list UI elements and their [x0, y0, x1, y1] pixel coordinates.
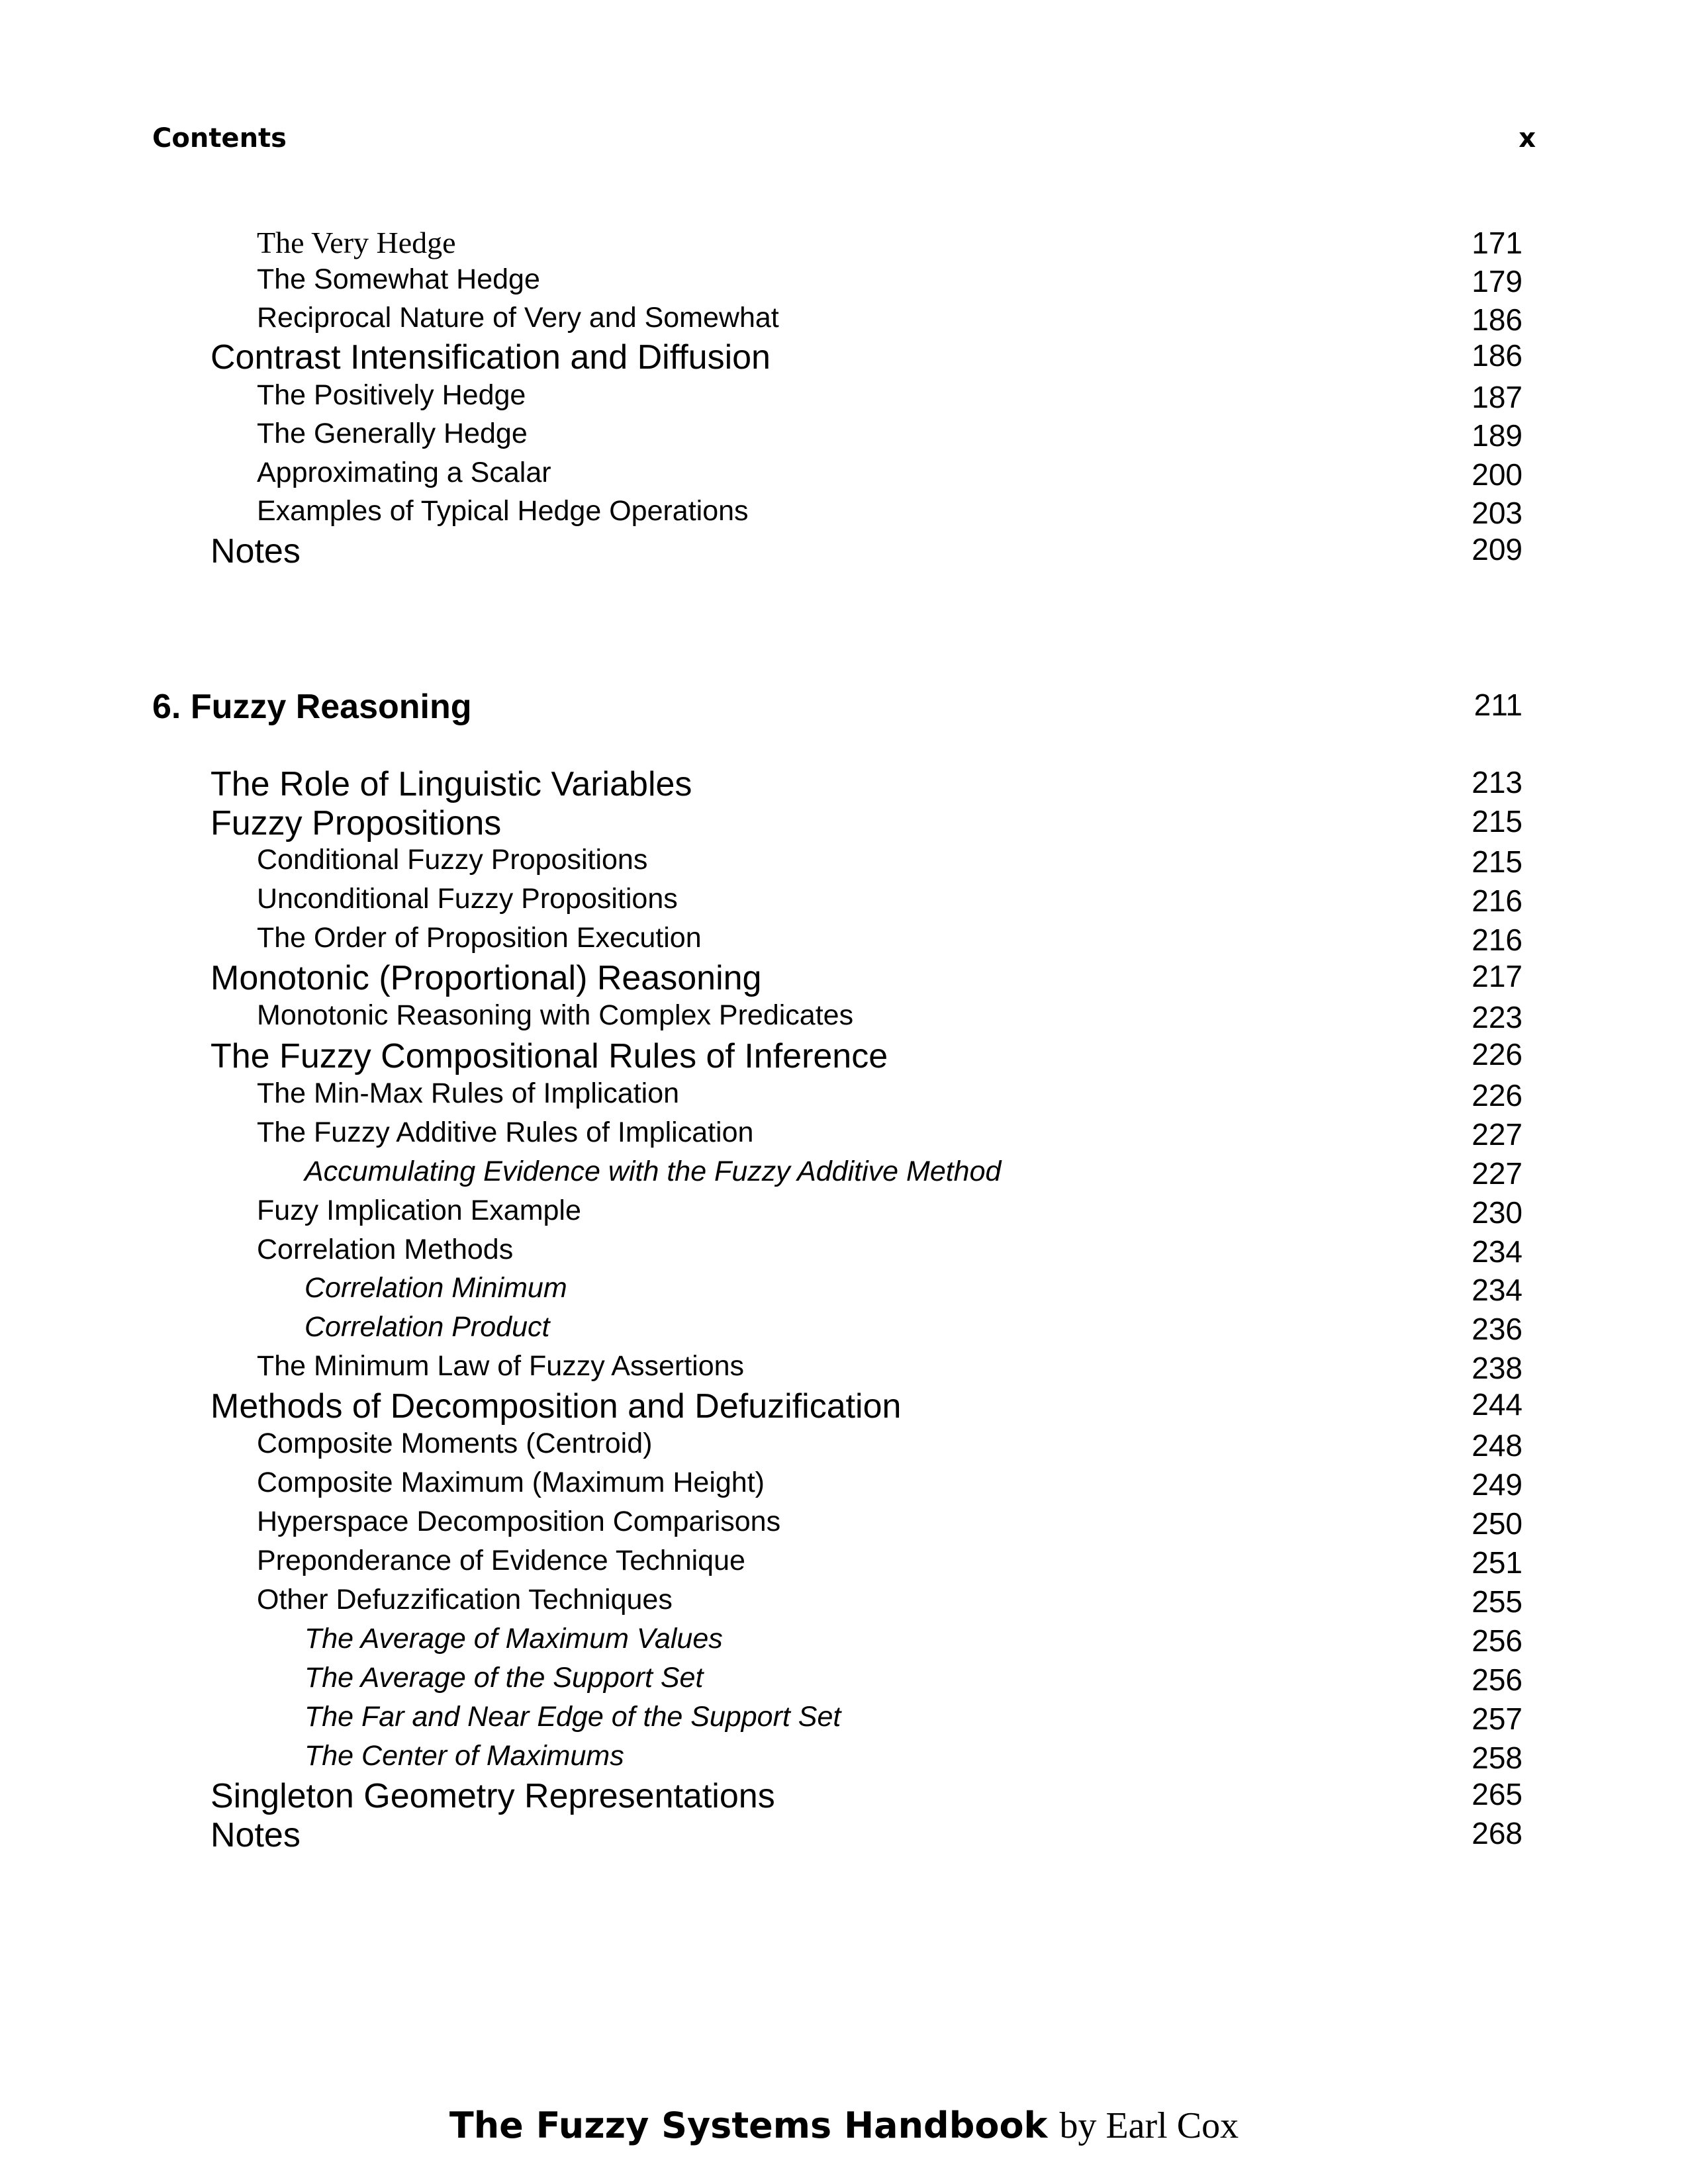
toc-entry[interactable]	[0, 379, 1688, 419]
toc-entry-title: The Min-Max Rules of Implication	[257, 1077, 680, 1109]
toc-entry-page: 216	[1472, 884, 1523, 918]
toc-entry-title: Monotonic Reasoning with Complex Predicates	[257, 999, 854, 1031]
toc-entry-title: Preponderance of Evidence Technique	[257, 1545, 745, 1576]
toc-entry[interactable]	[0, 1701, 1688, 1741]
toc-entry-page: 255	[1472, 1584, 1523, 1619]
toc-entry-page: 186	[1472, 338, 1523, 373]
running-header-title: Contents	[152, 123, 287, 154]
toc-entry-page: 215	[1472, 804, 1523, 839]
toc-entry[interactable]	[0, 1545, 1688, 1584]
book-author: by Earl Cox	[1059, 2105, 1239, 2146]
page-number-roman: x	[1519, 123, 1536, 154]
toc-entry-title: Examples of Typical Hedge Operations	[257, 495, 749, 527]
toc-entry-title: The Far and Near Edge of the Support Set	[305, 1701, 841, 1733]
toc-entry-title: Reciprocal Nature of Very and Somewhat	[257, 302, 779, 334]
toc-entry-page: 227	[1472, 1117, 1523, 1152]
toc-entry-page: 249	[1472, 1467, 1523, 1502]
toc-entry[interactable]	[0, 922, 1688, 962]
toc-entry[interactable]	[0, 1036, 1688, 1076]
toc-entry-page: 213	[1472, 765, 1523, 799]
toc-entry-page: 223	[1472, 1000, 1523, 1034]
toc-entry[interactable]	[0, 1234, 1688, 1273]
toc-entry[interactable]	[0, 1387, 1688, 1426]
toc-entry[interactable]	[0, 1156, 1688, 1195]
toc-entry-title: Methods of Decomposition and Defuzification	[211, 1387, 902, 1426]
toc-entry-page: 268	[1472, 1816, 1523, 1850]
toc-entry-title: Composite Moments (Centroid)	[257, 1428, 653, 1459]
toc-entry-page: 200	[1472, 457, 1523, 492]
toc-entry-title: The Fuzzy Compositional Rules of Inference	[211, 1037, 888, 1075]
toc-entry-page: 203	[1472, 496, 1523, 530]
toc-entry[interactable]	[0, 225, 1688, 265]
toc-entry-page: 238	[1472, 1351, 1523, 1385]
toc-entry-page: 215	[1472, 844, 1523, 879]
toc-entry-page: 256	[1472, 1623, 1523, 1658]
chapter-title: 6. Fuzzy Reasoning	[152, 688, 472, 726]
toc-entry[interactable]	[0, 495, 1688, 535]
toc-entry-page: 234	[1472, 1234, 1523, 1269]
toc-entry-title: Correlation Minimum	[305, 1272, 567, 1304]
toc-entry-page: 227	[1472, 1156, 1523, 1191]
toc-entry-title: Correlation Methods	[257, 1234, 514, 1265]
toc-entry-title: Fuzzy Propositions	[211, 804, 502, 842]
toc-entry-title: The Order of Proposition Execution	[257, 922, 702, 954]
toc-entry-page: 187	[1472, 380, 1523, 414]
toc-entry-title: Notes	[211, 1816, 301, 1854]
toc-entry-title: The Positively Hedge	[257, 379, 526, 411]
toc-entry[interactable]	[0, 1195, 1688, 1234]
toc-entry-title: Monotonic (Proportional) Reasoning	[211, 959, 762, 997]
toc-entry-title: Conditional Fuzzy Propositions	[257, 844, 648, 876]
toc-entry[interactable]	[0, 999, 1688, 1039]
toc-entry[interactable]	[0, 803, 1688, 843]
toc-entry-page: 250	[1472, 1506, 1523, 1541]
toc-entry-title: Approximating a Scalar	[257, 457, 551, 488]
toc-entry-page: 217	[1472, 959, 1523, 993]
toc-entry-title: Composite Maximum (Maximum Height)	[257, 1467, 765, 1498]
toc-entry-title: The Somewhat Hedge	[257, 263, 540, 295]
toc-entry-title: Other Defuzzification Techniques	[257, 1584, 673, 1615]
toc-entry-page: 258	[1472, 1741, 1523, 1775]
toc-entry-title: Accumulating Evidence with the Fuzzy Additive Method	[305, 1156, 1002, 1187]
toc-entry-title: Notes	[211, 532, 301, 570]
toc-entry-page: 256	[1472, 1662, 1523, 1697]
toc-entry[interactable]	[0, 1428, 1688, 1467]
toc-entry[interactable]	[0, 844, 1688, 884]
toc-entry[interactable]	[0, 1623, 1688, 1662]
toc-entry-page: 189	[1472, 418, 1523, 453]
toc-entry-page: 265	[1472, 1777, 1523, 1811]
toc-entry[interactable]	[0, 457, 1688, 496]
toc-entry-title: The Minimum Law of Fuzzy Assertions	[257, 1350, 745, 1382]
toc-entry-title: Contrast Intensification and Diffusion	[211, 338, 771, 377]
toc-entry-page: 257	[1472, 1702, 1523, 1736]
toc-entry-page: 230	[1472, 1195, 1523, 1230]
toc-entry-page: 186	[1472, 302, 1523, 337]
toc-entry-page: 226	[1472, 1037, 1523, 1071]
toc-entry[interactable]	[0, 302, 1688, 341]
toc-entry[interactable]	[0, 263, 1688, 303]
toc-entry[interactable]	[0, 764, 1688, 804]
toc-entry[interactable]	[0, 883, 1688, 923]
toc-entry[interactable]	[0, 1311, 1688, 1351]
toc-entry-page: 179	[1472, 264, 1523, 298]
toc-entry-title: Singleton Geometry Representations	[211, 1777, 775, 1815]
toc-entry-title: The Fuzzy Additive Rules of Implication	[257, 1116, 754, 1148]
toc-entry[interactable]	[0, 1116, 1688, 1156]
toc-entry[interactable]	[0, 1584, 1688, 1623]
book-title: The Fuzzy Systems Handbook	[449, 2105, 1048, 2146]
toc-entry[interactable]	[0, 1815, 1688, 1855]
toc-entry-title: Fuzy Implication Example	[257, 1195, 581, 1226]
toc-entry[interactable]	[0, 338, 1688, 377]
toc-entry[interactable]	[0, 1776, 1688, 1816]
toc-entry[interactable]	[0, 958, 1688, 998]
toc-entry[interactable]	[0, 418, 1688, 457]
toc-entry-title: The Role of Linguistic Variables	[211, 765, 692, 803]
toc-entry[interactable]	[0, 1506, 1688, 1545]
toc-entry[interactable]	[0, 1662, 1688, 1702]
toc-entry-page: 226	[1472, 1078, 1523, 1113]
toc-entry-title: The Center of Maximums	[305, 1740, 624, 1772]
toc-entry[interactable]	[0, 1077, 1688, 1117]
toc-entry[interactable]	[0, 1467, 1688, 1506]
chapter-page: 211	[1474, 688, 1523, 722]
toc-entry-title: The Generally Hedge	[257, 418, 528, 449]
toc-entry-title: Unconditional Fuzzy Propositions	[257, 883, 678, 915]
toc-entry[interactable]	[0, 1350, 1688, 1390]
toc-entry[interactable]	[0, 1740, 1688, 1780]
toc-entry-page: 244	[1472, 1387, 1523, 1422]
toc-entry-title: The Average of Maximum Values	[305, 1623, 723, 1655]
toc-entry[interactable]	[0, 1272, 1688, 1312]
toc-entry-title: Hyperspace Decomposition Comparisons	[257, 1506, 781, 1537]
toc-entry-title: The Average of the Support Set	[305, 1662, 704, 1694]
book-footer	[0, 2105, 1688, 2147]
toc-entry-title: The Very Hedge	[257, 226, 456, 259]
toc-entry-page: 236	[1472, 1312, 1523, 1346]
toc-entry-page: 171	[1472, 226, 1523, 260]
toc-entry-page: 251	[1472, 1545, 1523, 1580]
toc-entry-page: 209	[1472, 532, 1523, 567]
toc-entry-page: 216	[1472, 923, 1523, 957]
chapter-heading[interactable]	[0, 687, 1688, 727]
toc-entry-page: 248	[1472, 1428, 1523, 1463]
toc-entry-title: Correlation Product	[305, 1311, 550, 1343]
toc-entry[interactable]	[0, 531, 1688, 571]
toc-entry-page: 234	[1472, 1273, 1523, 1307]
